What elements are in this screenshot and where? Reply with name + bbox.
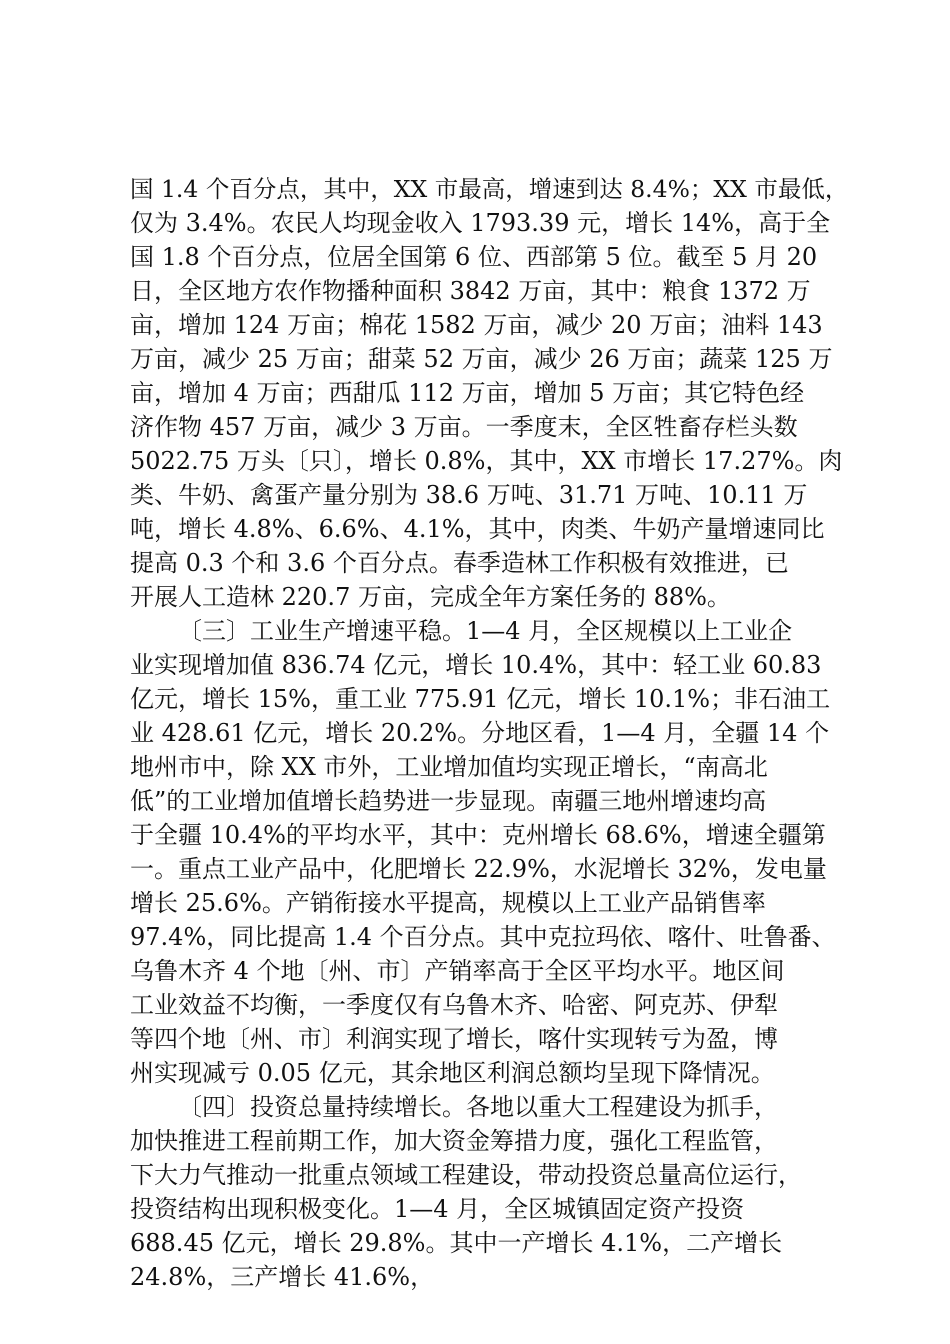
text-line: 加快推进工程前期工作，加大资金筹措力度，强化工程监管， xyxy=(130,1127,778,1155)
paragraph-start-line: 〔四〕投资总量持续增长。各地以重大工程建设为抓手， xyxy=(178,1093,778,1121)
text-line: 吨，增长 4.8%、6.6%、4.1%，其中，肉类、牛奶产量增速同比 xyxy=(130,515,825,543)
text-line: 乌鲁木齐 4 个地〔州、市〕产销率高于全区平均水平。地区间 xyxy=(130,957,785,985)
text-line: 亩，增加 4 万亩；西甜瓜 112 万亩，增加 5 万亩；其它特色经 xyxy=(130,379,805,407)
text-line: 低”的工业增加值增长趋势进一步显现。南疆三地州增速均高 xyxy=(130,787,767,815)
text-line: 日，全区地方农作物播种面积 3842 万亩，其中：粮食 1372 万 xyxy=(130,277,811,305)
text-line: 等四个地〔州、市〕利润实现了增长，喀什实现转亏为盈，博 xyxy=(130,1025,778,1053)
text-line: 亿元，增长 15%，重工业 775.91 亿元，增长 10.1%；非石油工 xyxy=(130,685,831,713)
paragraph-start-line: 〔三〕工业生产增速平稳。1—4 月，全区规模以上工业企 xyxy=(178,617,793,645)
text-line: 增长 25.6%。产销衔接水平提高，规模以上工业产品销售率 xyxy=(130,889,766,917)
text-line: 仅为 3.4%。农民人均现金收入 1793.39 元，增长 14%，高于全 xyxy=(130,209,831,237)
text-line: 投资结构出现积极变化。1—4 月，全区城镇固定资产投资 xyxy=(130,1195,745,1223)
text-line: 688.45 亿元，增长 29.8%。其中一产增长 4.1%，二产增长 xyxy=(130,1229,783,1257)
text-line: 一。重点工业产品中，化肥增长 22.9%，水泥增长 32%，发电量 xyxy=(130,855,827,883)
text-line: 提高 0.3 个和 3.6 个百分点。春季造林工作积极有效推进，已 xyxy=(130,549,789,577)
text-line: 类、牛奶、禽蛋产量分别为 38.6 万吨、31.71 万吨、10.11 万 xyxy=(130,481,808,509)
text-line: 济作物 457 万亩，减少 3 万亩。一季度末，全区牲畜存栏头数 xyxy=(130,413,798,441)
text-line: 万亩，减少 25 万亩；甜菜 52 万亩，减少 26 万亩；蔬菜 125 万 xyxy=(130,345,833,373)
text-line: 97.4%，同比提高 1.4 个百分点。其中克拉玛依、喀什、吐鲁番、 xyxy=(130,923,836,951)
text-line: 国 1.8 个百分点，位居全国第 6 位、西部第 5 位。截至 5 月 20 xyxy=(130,243,818,271)
text-line: 24.8%，三产增长 41.6%， xyxy=(130,1263,435,1291)
text-line: 业 428.61 亿元，增长 20.2%。分地区看，1—4 月，全疆 14 个 xyxy=(130,719,830,747)
text-line: 业实现增加值 836.74 亿元，增长 10.4%，其中：轻工业 60.83 xyxy=(130,651,822,679)
text-line: 工业效益不均衡，一季度仅有乌鲁木齐、哈密、阿克苏、伊犁 xyxy=(130,991,778,1019)
text-line: 开展人工造林 220.7 万亩，完成全年方案任务的 88%。 xyxy=(130,583,731,611)
text-line: 地州市中，除 XX 市外，工业增加值均实现正增长，“南高北 xyxy=(130,753,768,781)
text-line: 亩，增加 124 万亩；棉花 1582 万亩，减少 20 万亩；油料 143 xyxy=(130,311,823,339)
text-line: 下大力气推动一批重点领域工程建设，带动投资总量高位运行， xyxy=(130,1161,802,1189)
text-line: 州实现减亏 0.05 亿元，其余地区利润总额均呈现下降情况。 xyxy=(130,1059,775,1087)
body-text xyxy=(130,172,850,1294)
text-line: 5022.75 万头〔只〕，增长 0.8%，其中，XX 市增长 17.27%。肉 xyxy=(130,447,843,475)
text-line: 国 1.4 个百分点，其中，XX 市最高，增速到达 8.4%；XX 市最低， xyxy=(130,175,849,203)
text-line: 于全疆 10.4%的平均水平，其中：克州增长 68.6%，增速全疆第 xyxy=(130,821,826,849)
